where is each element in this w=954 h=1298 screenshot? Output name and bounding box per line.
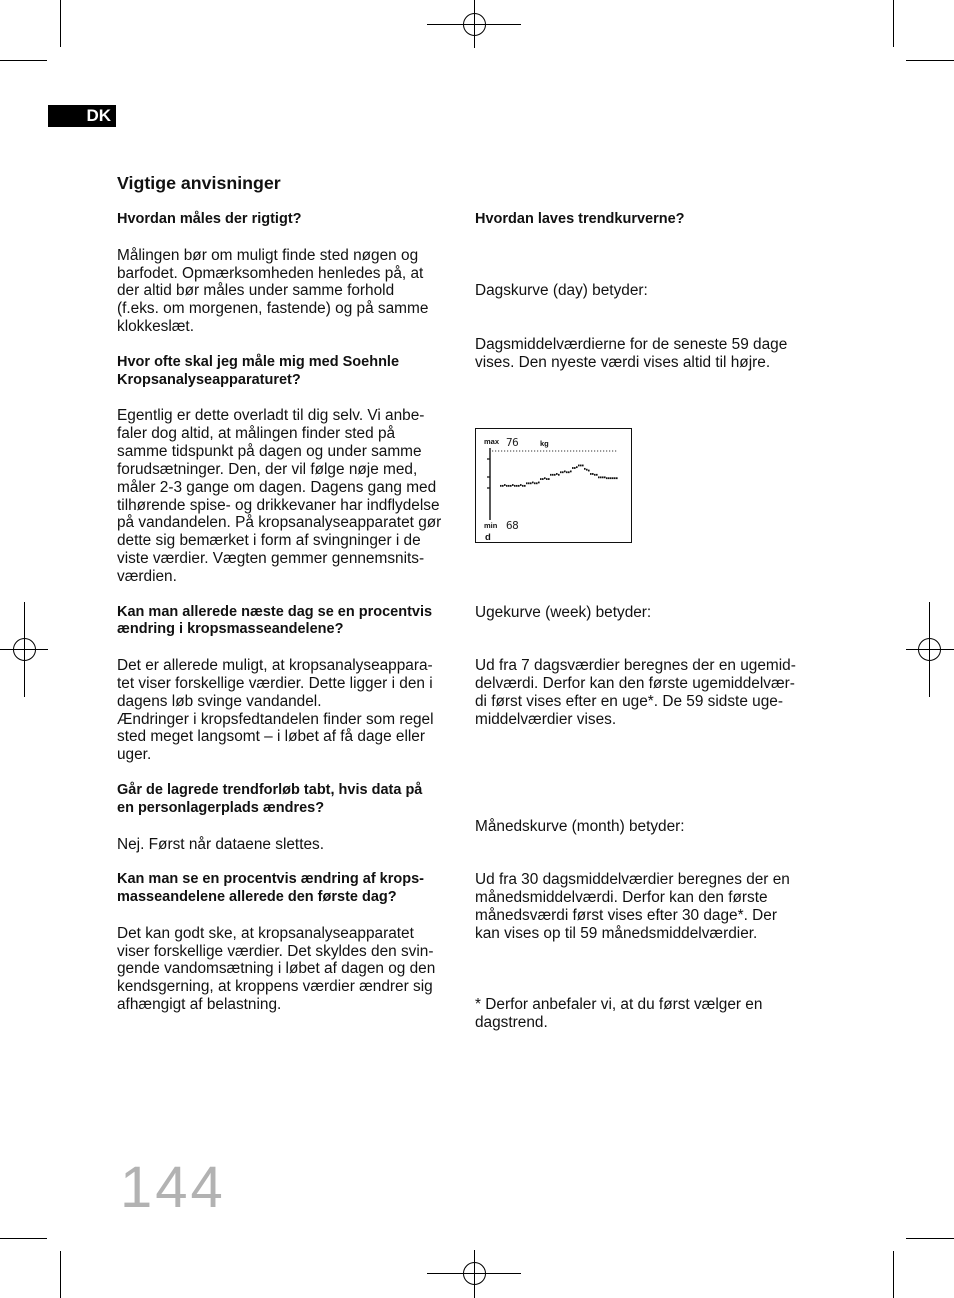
- week-curve-text: Ud fra 7 dagsværdier beregnes der en ugemid- delværdi. Derfor kan den første ugemiddelvær- di først vises efter en uge*. De 59 sidste uge- middelværdier vises.: [475, 657, 796, 728]
- trend-point: [570, 471, 572, 473]
- trend-point: [608, 477, 610, 479]
- answer-paragraph: Egentlig er dette overladt til dig selv. Vi anbe- faler dog altid, at målingen finder sted på samme tidspunkt på dagen og under samme forudsætninger. Den, der vil følge nøje med, måler 2-3 gange om dagen. Dagens gang med tilhørende spise- og drikkevaner har indflydelse på vandandelen. På kropsanalyseapparatet gør dette sig bemærket i form af svingninger i de viste værdier. Vægten gemmer gennemsnits- værdien.: [117, 407, 442, 585]
- month-curve-label: Månedskurve (month) betyder:: [475, 817, 685, 835]
- trend-point: [584, 468, 586, 470]
- question-heading: Kan man se en procentvis ændring af krops- masseandelene allerede den første dag?: [117, 871, 424, 906]
- trend-point: [552, 474, 554, 476]
- trend-point: [532, 482, 534, 484]
- month-curve-text: Ud fra 30 dagsmiddelværdier beregnes der en månedsmiddelværdi. Derfor kan den første månedsværdi først vises efter 30 dage*. Der kan vises op til 59 månedsmiddelværdier.: [475, 871, 790, 942]
- registration-crosshair: [427, 1250, 521, 1298]
- question-heading: Hvordan måles der rigtigt?: [117, 211, 302, 227]
- trend-point: [550, 474, 552, 476]
- max-label: max: [484, 437, 500, 447]
- trend-point: [510, 485, 512, 487]
- trend-display-illustration: [475, 428, 632, 543]
- trend-point: [590, 473, 592, 475]
- registration-crosshair: [0, 602, 48, 697]
- trend-point: [588, 470, 590, 472]
- trend-point: [542, 478, 544, 480]
- registration-circle: [919, 639, 941, 661]
- trend-point: [602, 476, 604, 478]
- week-curve-explanation: [475, 568, 895, 764]
- trend-point: [600, 476, 602, 478]
- registration-circle: [14, 639, 36, 661]
- trend-point: [582, 465, 584, 467]
- trend-curve: [500, 465, 618, 487]
- registration-crosshair: [906, 602, 954, 697]
- trend-point: [576, 466, 578, 468]
- trend-point: [522, 485, 524, 487]
- day-curve-text: Dagsmiddelværdierne for de seneste 59 dage vises. Den nyeste værdi vises altid til højre.: [475, 335, 788, 371]
- footnote: * Derfor anbefaler vi, at du først vælger en dagstrend.: [475, 996, 763, 1032]
- trend-point: [536, 482, 538, 484]
- trend-point: [564, 471, 566, 473]
- week-curve-label: Ugekurve (week) betyder:: [475, 603, 652, 621]
- trend-point: [534, 482, 536, 484]
- registration-mark-top: [427, 0, 521, 48]
- answer-paragraph: Nej. Først når dataene slettes.: [117, 835, 325, 853]
- unit-label: kg: [540, 439, 549, 449]
- max-value: 76: [506, 436, 519, 450]
- trend-point: [506, 485, 508, 487]
- question-heading: Går de lagrede trendforløb tabt, hvis data på en personlagerplads ændres?: [117, 782, 423, 816]
- registration-mark-left: [0, 602, 48, 697]
- trend-point: [596, 474, 598, 476]
- question-heading: Hvordan laves trendkurverne?: [475, 211, 685, 227]
- trend-point: [616, 477, 618, 479]
- trend-point: [520, 484, 522, 486]
- trend-point: [508, 485, 510, 487]
- trend-point: [540, 478, 542, 480]
- trend-point: [546, 478, 548, 480]
- month-curve-explanation: [475, 782, 895, 978]
- trend-point: [578, 465, 580, 467]
- day-curve-label: Dagskurve (day) betyder:: [475, 282, 648, 300]
- registration-crosshair: [427, 0, 521, 48]
- trend-point: [598, 476, 600, 478]
- trend-point: [554, 474, 556, 476]
- trend-point: [530, 482, 532, 484]
- crop-mark-bottom-right: [894, 1239, 954, 1298]
- period-label: d: [485, 532, 491, 543]
- trend-point: [562, 471, 564, 473]
- section-title: Vigtige anvisninger: [117, 173, 281, 193]
- question-heading: Kan man allerede næste dag se en procentvis ændring i kropsmasseandelene?: [117, 603, 433, 638]
- trend-point: [502, 485, 504, 487]
- trend-point: [594, 474, 596, 476]
- trend-point: [514, 485, 516, 487]
- crop-mark-bottom-left: [0, 1239, 61, 1298]
- trend-point: [580, 465, 582, 467]
- trend-display-screen: [476, 429, 631, 542]
- trend-point: [566, 471, 568, 473]
- trend-point: [512, 484, 514, 486]
- crop-mark-top-right: [894, 0, 954, 61]
- trend-point: [500, 485, 502, 487]
- trend-point: [524, 485, 526, 487]
- registration-mark-right: [906, 602, 954, 697]
- trend-point: [548, 478, 550, 480]
- trend-point: [586, 469, 588, 471]
- trend-point: [612, 477, 614, 479]
- registration-circle: [464, 1263, 486, 1285]
- trend-point: [572, 467, 574, 469]
- trend-point: [592, 473, 594, 475]
- right-column: [475, 211, 895, 1050]
- trend-point: [556, 473, 558, 475]
- trend-point: [544, 477, 546, 479]
- min-label: min: [484, 521, 498, 531]
- registration-circle: [464, 14, 486, 36]
- language-code: DK: [86, 106, 111, 125]
- answer-paragraph: Målingen bør om muligt finde sted nøgen og barfodet. Opmærksomheden henledes på, at der altid bør måles under samme forhold (f.eks. om morgenen, fastende) og på samme klokkeslæt.: [117, 246, 429, 336]
- trend-point: [558, 474, 560, 476]
- question-heading: Hvor ofte skal jeg måle mig med Soehnle Kropsanalyseapparaturet?: [117, 353, 400, 388]
- trend-point: [504, 484, 506, 486]
- answer-paragraph: Det kan godt ske, at kropsanalyseapparatet viser forskellige værdier. Det skyldes den svin- gende vandomsætning i løbet af dagen og den kendsgerning, at kroppens værdier ændrer sig afhængigt af belastning.: [117, 924, 436, 1014]
- registration-mark-bottom: [427, 1250, 521, 1298]
- trend-point: [610, 477, 612, 479]
- left-column: [117, 211, 467, 1032]
- language-badge: [48, 105, 116, 127]
- trend-point: [516, 485, 518, 487]
- trend-point: [528, 482, 530, 484]
- day-curve-explanation: [475, 247, 895, 408]
- trend-point: [606, 477, 608, 479]
- crop-mark-top-left: [0, 0, 61, 61]
- trend-point: [574, 467, 576, 469]
- min-value: 68: [506, 519, 519, 533]
- answer-paragraph: Det er allerede muligt, at kropsanalyseappara- tet viser forskellige værdier. Dette ligger i den i dagens løb svinge vandandel. Ændringer i kropsfedtandelen finder som regel sted meget langsomt – i løbet af få dage eller uger.: [117, 657, 434, 764]
- trend-point: [518, 485, 520, 487]
- trend-point: [538, 482, 540, 484]
- trend-point: [568, 471, 570, 473]
- trend-point: [560, 471, 562, 473]
- trend-point: [614, 477, 616, 479]
- page-number: 144: [120, 1155, 226, 1220]
- trend-point: [526, 482, 528, 484]
- trend-point: [604, 476, 606, 478]
